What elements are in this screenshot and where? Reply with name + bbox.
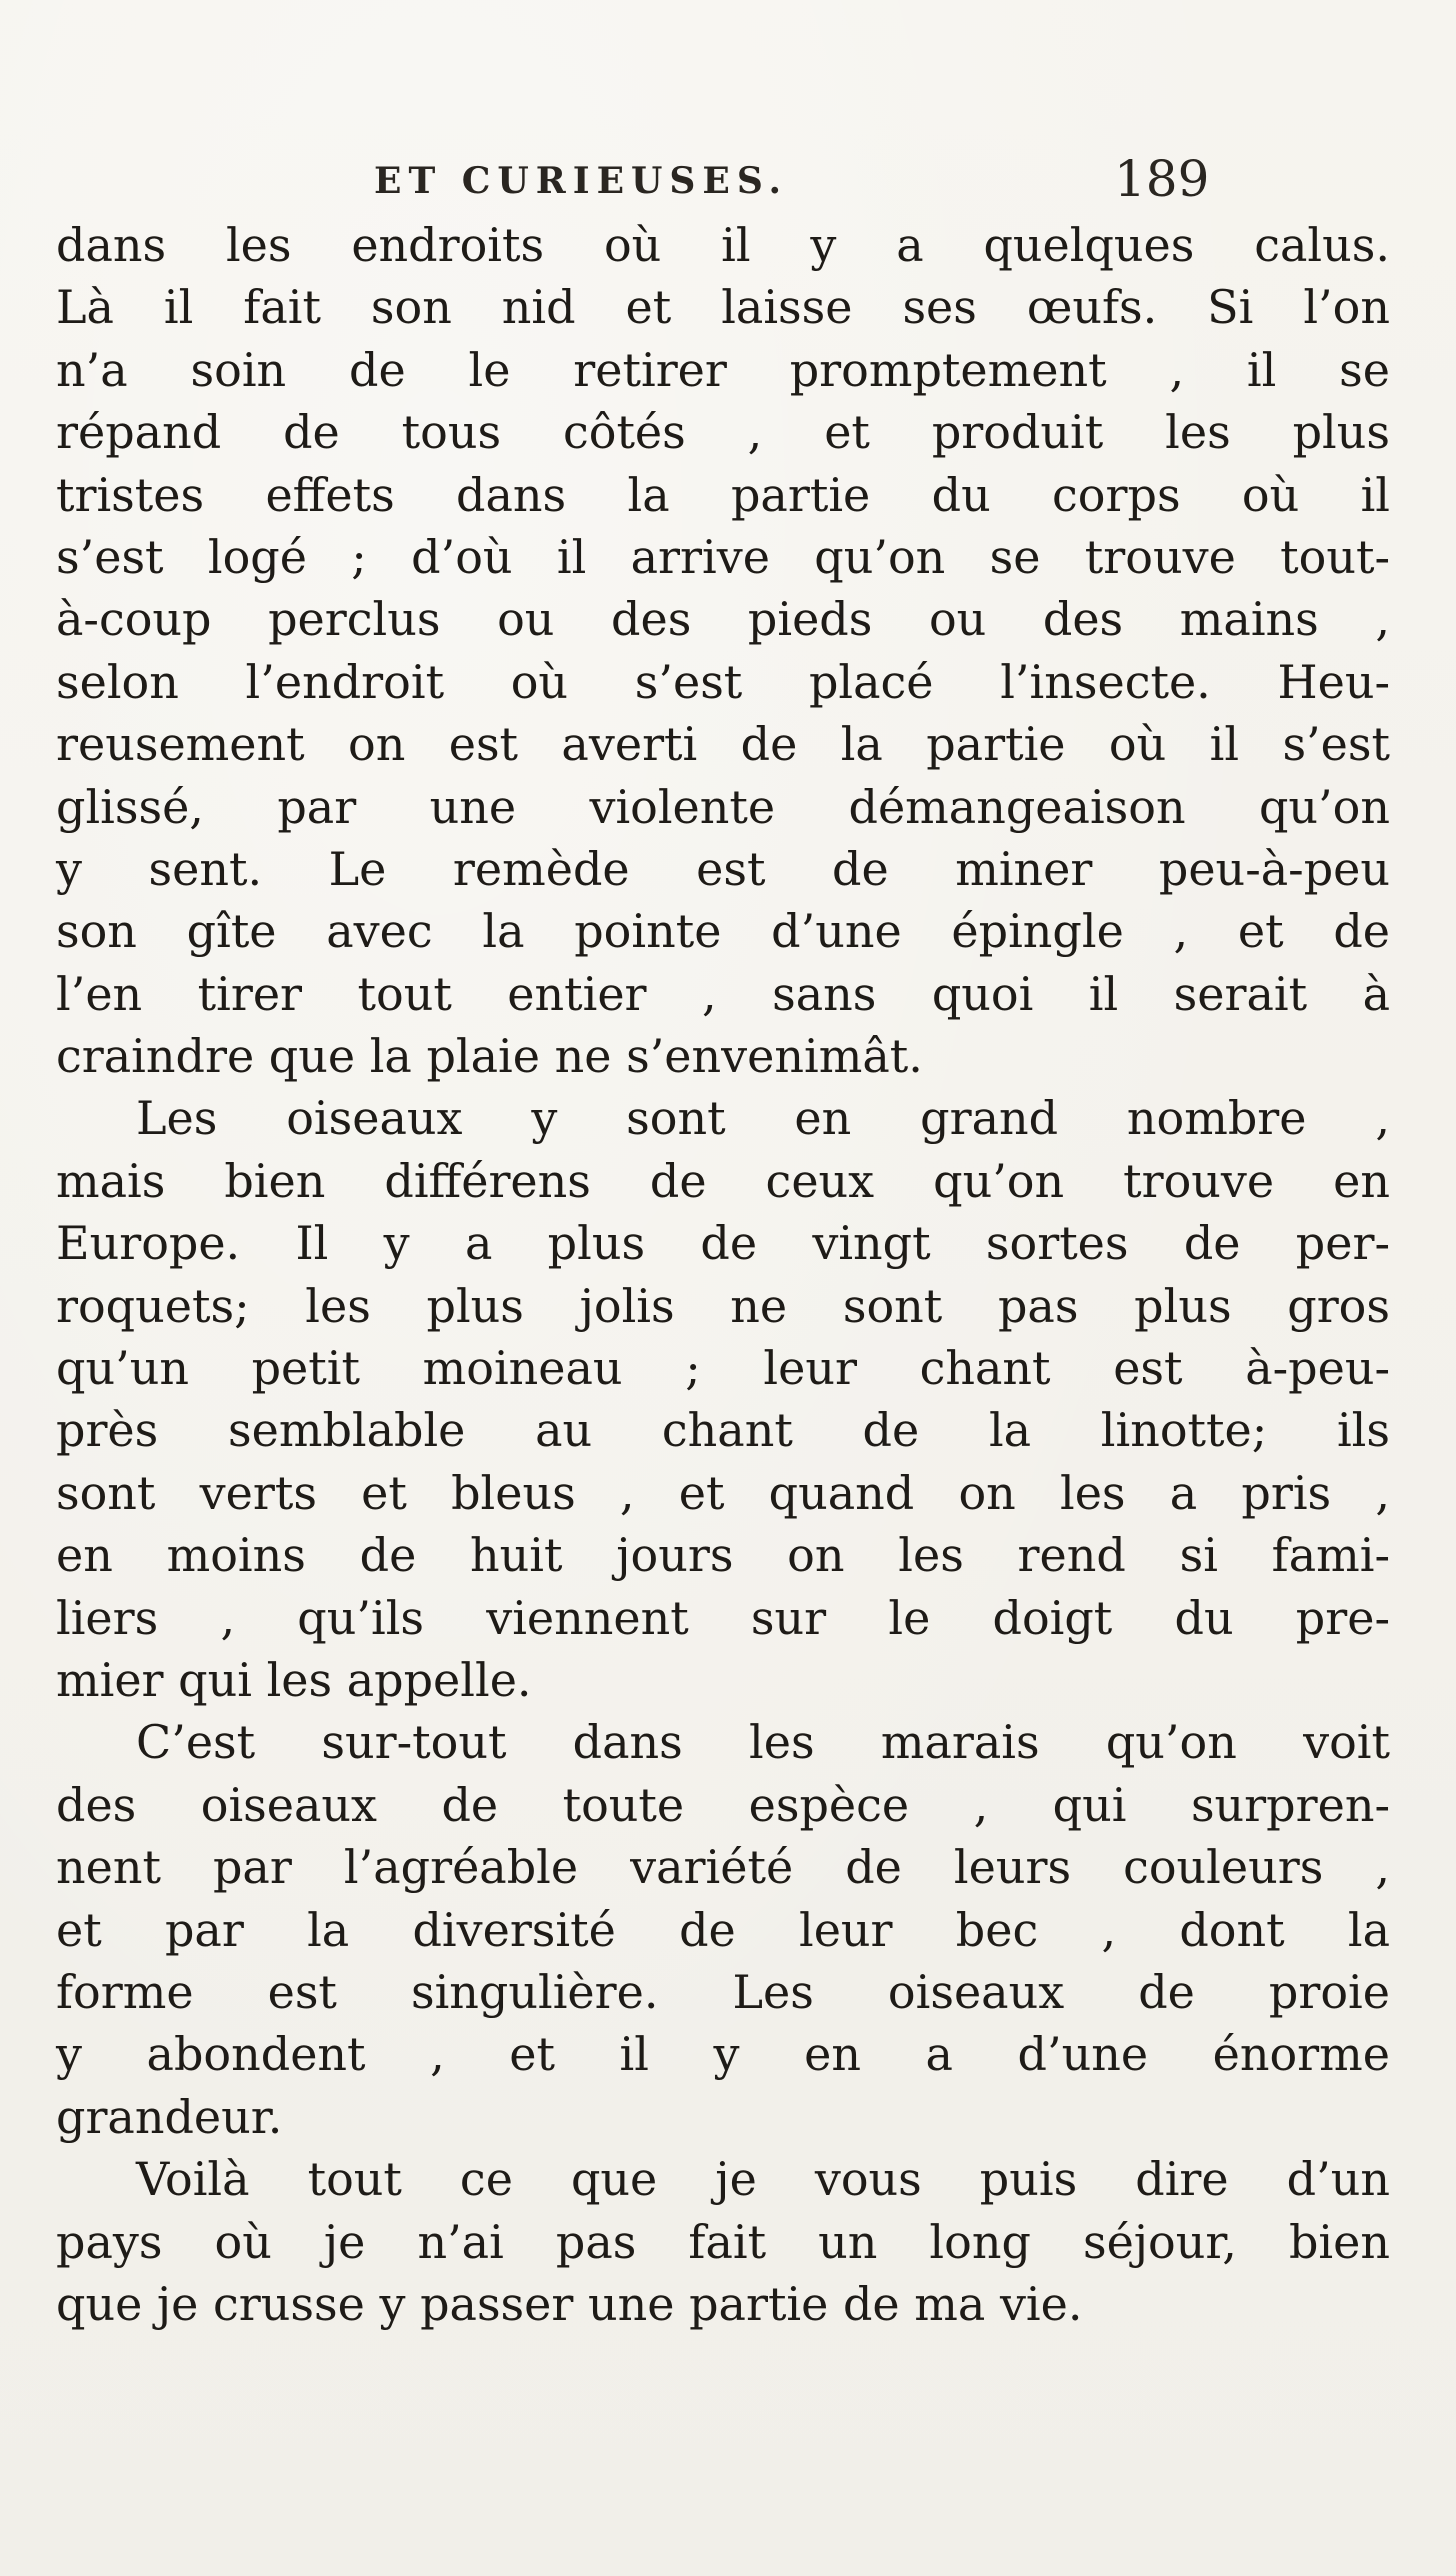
text-line: mais bien différens de ceux qu’on trouve en xyxy=(56,1153,1390,1208)
text-line: roquets; les plus jolis ne sont pas plus gros xyxy=(56,1278,1390,1333)
text-line: selon l’endroit où s’est placé l’insecte. Heu- xyxy=(56,654,1390,709)
paragraph-end-line: craindre que la plaie ne s’envenimât. xyxy=(56,1029,923,1084)
text-line: sont verts et bleus , et quand on les a pris , xyxy=(56,1465,1390,1520)
text-line: pays où je n’ai pas fait un long séjour, bien xyxy=(56,2214,1390,2269)
text-line: répand de tous côtés , et produit les plus xyxy=(56,405,1390,460)
text-line: nent par l’agréable variété de leurs couleurs , xyxy=(56,1840,1390,1895)
paragraph-start-line: Les oiseaux y sont en grand nombre , xyxy=(136,1091,1390,1146)
text-line: Là il fait son nid et laisse ses œufs. Si l’on xyxy=(56,280,1390,335)
text-line: et par la diversité de leur bec , dont la xyxy=(56,1902,1390,1957)
text-line: liers , qu’ils viennent sur le doigt du pre- xyxy=(56,1590,1390,1645)
text-line: tristes effets dans la partie du corps où il xyxy=(56,467,1390,522)
paragraph-start-line: C’est sur-tout dans les marais qu’on voit xyxy=(136,1715,1390,1770)
paragraph-end-line: grandeur. xyxy=(56,2089,283,2144)
body-text xyxy=(56,214,1390,2335)
text-line: y abondent , et il y en a d’une énorme xyxy=(56,2027,1390,2082)
text-line: forme est singulière. Les oiseaux de proie xyxy=(56,1964,1390,2019)
text-line: glissé, par une violente démangeaison qu’on xyxy=(56,779,1390,834)
text-line: l’en tirer tout entier , sans quoi il serait à xyxy=(56,966,1390,1021)
text-line: y sent. Le remède est de miner peu-à-peu xyxy=(56,841,1390,896)
text-line: dans les endroits où il y a quelques calus. xyxy=(56,218,1390,272)
text-line: n’a soin de le retirer promptement , il se xyxy=(56,342,1390,397)
text-line: à-coup perclus ou des pieds ou des mains , xyxy=(56,592,1390,647)
text-line: qu’un petit moineau ; leur chant est à-peu- xyxy=(56,1341,1390,1396)
text-line: Europe. Il y a plus de vingt sortes de per- xyxy=(56,1216,1390,1271)
text-line: reusement on est averti de la partie où il s’est xyxy=(56,717,1390,772)
paragraph-end-line: que je crusse y passer une partie de ma vie. xyxy=(56,2276,1083,2331)
text-line: son gîte avec la pointe d’une épingle , et de xyxy=(56,904,1390,959)
text-line: près semblable au chant de la linotte; ils xyxy=(56,1403,1390,1458)
text-line: en moins de huit jours on les rend si fami- xyxy=(56,1528,1390,1583)
page-number: 189 xyxy=(1114,150,1210,208)
text-line: s’est logé ; d’où il arrive qu’on se trouve tout- xyxy=(56,529,1390,584)
text-line: des oiseaux de toute espèce , qui surpren- xyxy=(56,1777,1390,1832)
running-head: ET CURIEUSES. xyxy=(374,160,789,202)
paragraph-start-line: Voilà tout ce que je vous puis dire d’un xyxy=(136,2152,1390,2207)
page-header xyxy=(0,150,1456,210)
paragraph-end-line: mier qui les appelle. xyxy=(56,1652,532,1707)
